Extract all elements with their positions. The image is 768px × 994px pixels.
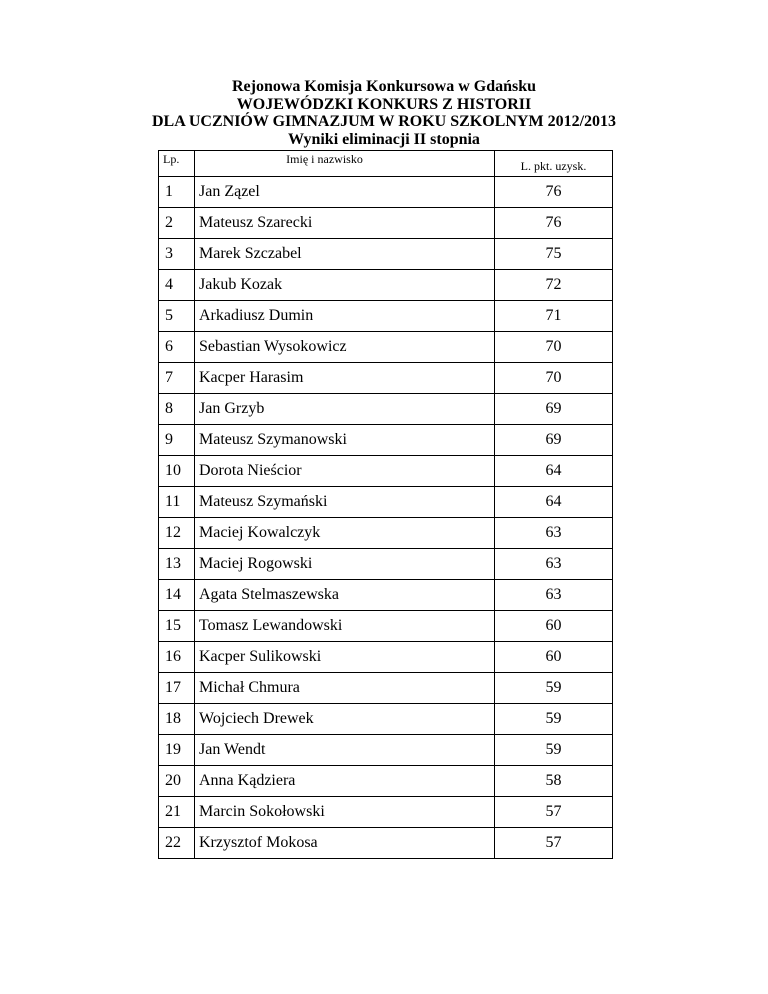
contest-audience: DLA UCZNIÓW GIMNAZJUM W ROKU SZKOLNYM 2012/2013 <box>151 113 617 130</box>
table-body <box>159 177 613 859</box>
participant-name: Jan Grzyb <box>195 394 495 425</box>
participant-name: Tomasz Lewandowski <box>195 611 495 642</box>
participant-name: Krzysztof Mokosa <box>195 828 495 859</box>
table-row <box>159 642 613 673</box>
table-row <box>159 332 613 363</box>
participant-name: Kacper Sulikowski <box>195 642 495 673</box>
commission-title: Rejonowa Komisja Konkursowa w Gdańsku <box>231 78 537 95</box>
points-value: 59 <box>495 735 613 766</box>
row-number: 2 <box>159 208 195 239</box>
row-number: 14 <box>159 580 195 611</box>
points-value: 70 <box>495 332 613 363</box>
points-value: 60 <box>495 611 613 642</box>
results-title: Wyniki eliminacji II stopnia <box>288 130 480 148</box>
participant-name: Maciej Kowalczyk <box>195 518 495 549</box>
points-value: 57 <box>495 828 613 859</box>
table-row <box>159 580 613 611</box>
table-row <box>159 425 613 456</box>
table-row <box>159 301 613 332</box>
table-row <box>159 518 613 549</box>
table-row <box>159 735 613 766</box>
table-row <box>159 673 613 704</box>
points-value: 60 <box>495 642 613 673</box>
participant-name: Marek Szczabel <box>195 239 495 270</box>
participant-name: Dorota Nieścior <box>195 456 495 487</box>
table-row <box>159 766 613 797</box>
row-number: 12 <box>159 518 195 549</box>
row-number: 1 <box>159 177 195 208</box>
points-value: 72 <box>495 270 613 301</box>
row-number: 3 <box>159 239 195 270</box>
participant-name: Sebastian Wysokowicz <box>195 332 495 363</box>
results-table <box>158 150 613 859</box>
points-value: 63 <box>495 549 613 580</box>
table-header-row <box>159 151 613 177</box>
points-value: 64 <box>495 487 613 518</box>
column-header-lp: Lp. <box>159 151 195 177</box>
table-row <box>159 828 613 859</box>
table-row <box>159 239 613 270</box>
table-row <box>159 611 613 642</box>
points-value: 76 <box>495 177 613 208</box>
row-number: 6 <box>159 332 195 363</box>
participant-name: Mateusz Szymanowski <box>195 425 495 456</box>
points-value: 75 <box>495 239 613 270</box>
participant-name: Wojciech Drewek <box>195 704 495 735</box>
participant-name: Jan Zązel <box>195 177 495 208</box>
document-header <box>0 78 768 148</box>
points-value: 63 <box>495 580 613 611</box>
participant-name: Kacper Harasim <box>195 363 495 394</box>
column-header-name: Imię i nazwisko <box>195 151 495 177</box>
points-value: 59 <box>495 673 613 704</box>
row-number: 7 <box>159 363 195 394</box>
row-number: 21 <box>159 797 195 828</box>
participant-name: Mateusz Szymański <box>195 487 495 518</box>
table-row <box>159 208 613 239</box>
participant-name: Jan Wendt <box>195 735 495 766</box>
points-value: 58 <box>495 766 613 797</box>
row-number: 11 <box>159 487 195 518</box>
participant-name: Marcin Sokołowski <box>195 797 495 828</box>
row-number: 9 <box>159 425 195 456</box>
column-header-points: L. pkt. uzysk. <box>495 151 613 177</box>
participant-name: Michał Chmura <box>195 673 495 704</box>
participant-name: Maciej Rogowski <box>195 549 495 580</box>
row-number: 4 <box>159 270 195 301</box>
row-number: 19 <box>159 735 195 766</box>
table-row <box>159 549 613 580</box>
table-row <box>159 270 613 301</box>
table-row <box>159 704 613 735</box>
points-value: 69 <box>495 394 613 425</box>
points-value: 59 <box>495 704 613 735</box>
contest-title: WOJEWÓDZKI KONKURS Z HISTORII <box>236 95 532 113</box>
points-value: 69 <box>495 425 613 456</box>
row-number: 22 <box>159 828 195 859</box>
table-row <box>159 797 613 828</box>
table-row <box>159 394 613 425</box>
row-number: 20 <box>159 766 195 797</box>
row-number: 18 <box>159 704 195 735</box>
row-number: 10 <box>159 456 195 487</box>
table-row <box>159 177 613 208</box>
row-number: 8 <box>159 394 195 425</box>
participant-name: Mateusz Szarecki <box>195 208 495 239</box>
points-value: 76 <box>495 208 613 239</box>
row-number: 15 <box>159 611 195 642</box>
points-value: 63 <box>495 518 613 549</box>
points-value: 70 <box>495 363 613 394</box>
table-row <box>159 456 613 487</box>
row-number: 5 <box>159 301 195 332</box>
row-number: 16 <box>159 642 195 673</box>
table-row <box>159 363 613 394</box>
participant-name: Agata Stelmaszewska <box>195 580 495 611</box>
participant-name: Arkadiusz Dumin <box>195 301 495 332</box>
participant-name: Jakub Kozak <box>195 270 495 301</box>
participant-name: Anna Kądziera <box>195 766 495 797</box>
table-row <box>159 487 613 518</box>
points-value: 71 <box>495 301 613 332</box>
points-value: 64 <box>495 456 613 487</box>
row-number: 13 <box>159 549 195 580</box>
points-value: 57 <box>495 797 613 828</box>
row-number: 17 <box>159 673 195 704</box>
